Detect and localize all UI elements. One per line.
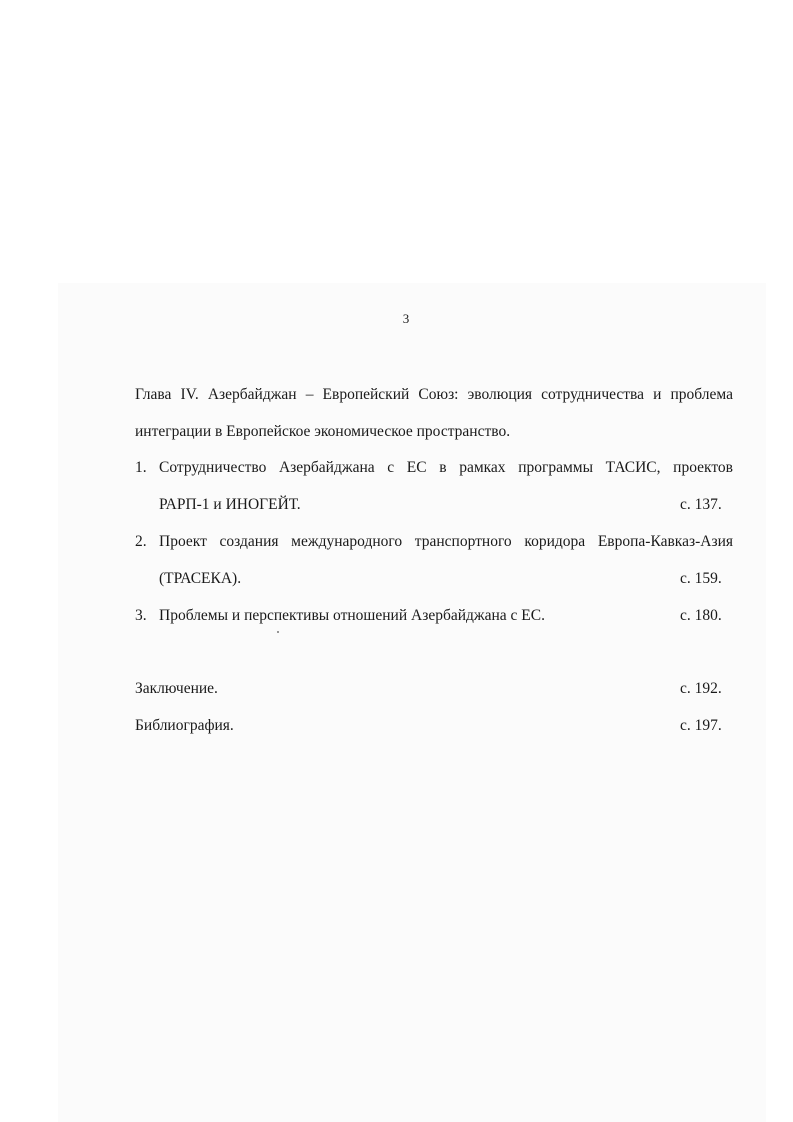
toc-item-page: с. 137.: [680, 496, 722, 513]
toc-item-text-line-2: РАРП-1 и ИНОГЕЙТ.: [159, 496, 301, 513]
conclusion-label: Заключение.: [135, 680, 218, 697]
toc-item-page: с. 159.: [680, 570, 722, 587]
page-number: 3: [402, 311, 410, 326]
bibliography-label: Библиография.: [135, 717, 234, 734]
toc-item-number: 3.: [135, 607, 147, 624]
toc-item-text-line-1: Проект создания международного транспортного коридора Европа-Кавказ-Азия: [159, 533, 733, 550]
scan-speck: [277, 631, 279, 633]
toc-item-text-line-1: Сотрудничество Азербайджана с ЕС в рамках программы ТАСИС, проектов: [159, 459, 733, 476]
conclusion-page: с. 192.: [680, 680, 722, 697]
bibliography-page: с. 197.: [680, 717, 722, 734]
toc-item-text-line-1: Проблемы и перспективы отношений Азербайджана с ЕС.: [159, 607, 545, 624]
toc-item-text-line-2: (ТРАСЕКА).: [159, 570, 242, 587]
scanned-page-area: [58, 283, 766, 1122]
toc-item-number: 1.: [135, 459, 147, 476]
chapter-title-line-2: интеграции в Европейское экономическое пространство.: [135, 423, 511, 440]
toc-item-page: с. 180.: [680, 607, 722, 624]
chapter-title-line-1: Глава IV. Азербайджан – Европейский Союз: эволюция сотрудничества и проблема: [135, 386, 733, 403]
toc-item-number: 2.: [135, 533, 147, 550]
